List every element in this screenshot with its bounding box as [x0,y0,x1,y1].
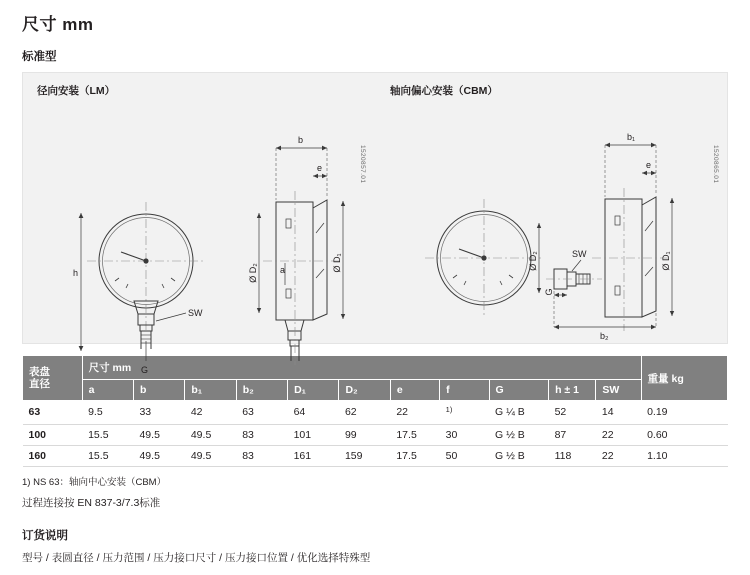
th-col-a: a [82,380,133,401]
page-title: 尺寸 mm [22,15,94,34]
th-col-SW: SW [596,380,641,401]
dim-b2-label: b₂ [600,331,609,341]
dimensions-table [22,355,728,467]
dim-b-label: b [298,135,304,145]
footnote-1: 1) NS 63：轴向中心安装（CBM） [22,476,167,488]
cell-D1: 101 [288,424,339,445]
section-subtitle: 标准型 [22,51,57,63]
table-head [23,356,728,401]
cell-b: 33 [133,401,184,425]
cell-SW: 14 [596,401,641,425]
th-col-b2: b₂ [236,380,287,401]
cell-dial: 63 [23,401,83,425]
dim-d1-label-left: Ø D₁ [332,253,342,273]
th-col-D1: D₁ [288,380,339,401]
th-col-D2: D₂ [339,380,390,401]
order-section-line: 型号 / 表圆直径 / 压力范围 / 压力接口尺寸 / 压力接口位置 / 优化选择特殊型 [22,551,371,564]
drawing-axial-eccentric-mount [376,73,729,345]
dim-sw-label-right: SW [572,249,587,259]
cell-dial: 160 [23,445,83,466]
dim-e-label: e [317,163,323,173]
drawing-left-caption: 径向安装（LM） [37,85,116,97]
cell-f [440,401,489,425]
cell-dial: 100 [23,424,83,445]
drawing-right-code: 1520865.01 [712,145,719,184]
cell-D2: 99 [339,424,390,445]
dim-d2-label-right: Ø D₂ [528,251,538,271]
th-weight: 重量 kg [641,356,727,401]
dim-b1-label: b₁ [627,132,636,142]
cell-h: 87 [549,424,596,445]
cell-D2: 159 [339,445,390,466]
table-row [23,445,728,466]
drawing-left-code: 1520857.01 [359,145,366,184]
cell-e: 17.5 [390,424,439,445]
cell-b1: 42 [185,401,236,425]
th-col-b1: b₁ [185,380,236,401]
th-col-e: e [390,380,439,401]
cell-a: 15.5 [82,445,133,466]
page-root [0,10,750,575]
cell-b: 49.5 [133,445,184,466]
cell-b1: 49.5 [185,445,236,466]
footnote-2: 过程连接按 EN 837-3/7.3标准 [22,496,161,509]
cell-G: G ¼ B [489,401,549,425]
cell-h: 118 [549,445,596,466]
table-head-row-2 [23,380,728,401]
cell-weight: 1.10 [641,445,727,466]
cell-f: 50 [440,445,489,466]
cell-b2: 83 [236,445,287,466]
cell-e: 22 [390,401,439,425]
drawing-right-caption: 轴向偏心安装（CBM） [390,85,498,97]
cell-G: G ½ B [489,445,549,466]
cell-D2: 62 [339,401,390,425]
cell-f: 30 [440,424,489,445]
order-section-title: 订货说明 [22,529,68,542]
th-col-G: G [489,380,549,401]
dim-a-label: a [280,265,286,275]
dim-e-label-right: e [646,160,652,170]
dim-d1-label-right: Ø D₁ [661,251,671,271]
cell-a: 15.5 [82,424,133,445]
cell-f-footnote-ref: 1) [445,405,453,414]
cell-a: 9.5 [82,401,133,425]
cell-b: 49.5 [133,424,184,445]
th-dial-line1: 表盘 [29,365,50,378]
cell-weight: 0.60 [641,424,727,445]
cell-SW: 22 [596,424,641,445]
cell-e: 17.5 [390,445,439,466]
th-col-f: f [440,380,489,401]
th-dims-group: 尺寸 mm [82,356,641,380]
dim-h-label: h [73,268,79,278]
dim-sw-label-left: SW [188,308,203,318]
cell-h: 52 [549,401,596,425]
table-head-row-1 [23,356,728,380]
cell-SW: 22 [596,445,641,466]
table-body [23,401,728,467]
th-dial-diameter [23,356,83,401]
cell-D1: 64 [288,401,339,425]
cell-b1: 49.5 [185,424,236,445]
dim-g-label-left: G [141,365,149,375]
drawing-right-svg [376,73,729,345]
th-dial-line2: 直径 [29,378,50,390]
dim-g-label-right: G [544,288,554,296]
cell-D1: 161 [288,445,339,466]
dim-d2-label-left: Ø D₂ [248,263,258,283]
th-col-b: b [133,380,184,401]
cell-b2: 63 [236,401,287,425]
cell-weight: 0.19 [641,401,727,425]
table-row [23,424,728,445]
cell-b2: 83 [236,424,287,445]
cell-G: G ½ B [489,424,549,445]
table-row [23,401,728,425]
th-col-h: h ± 1 [549,380,596,401]
